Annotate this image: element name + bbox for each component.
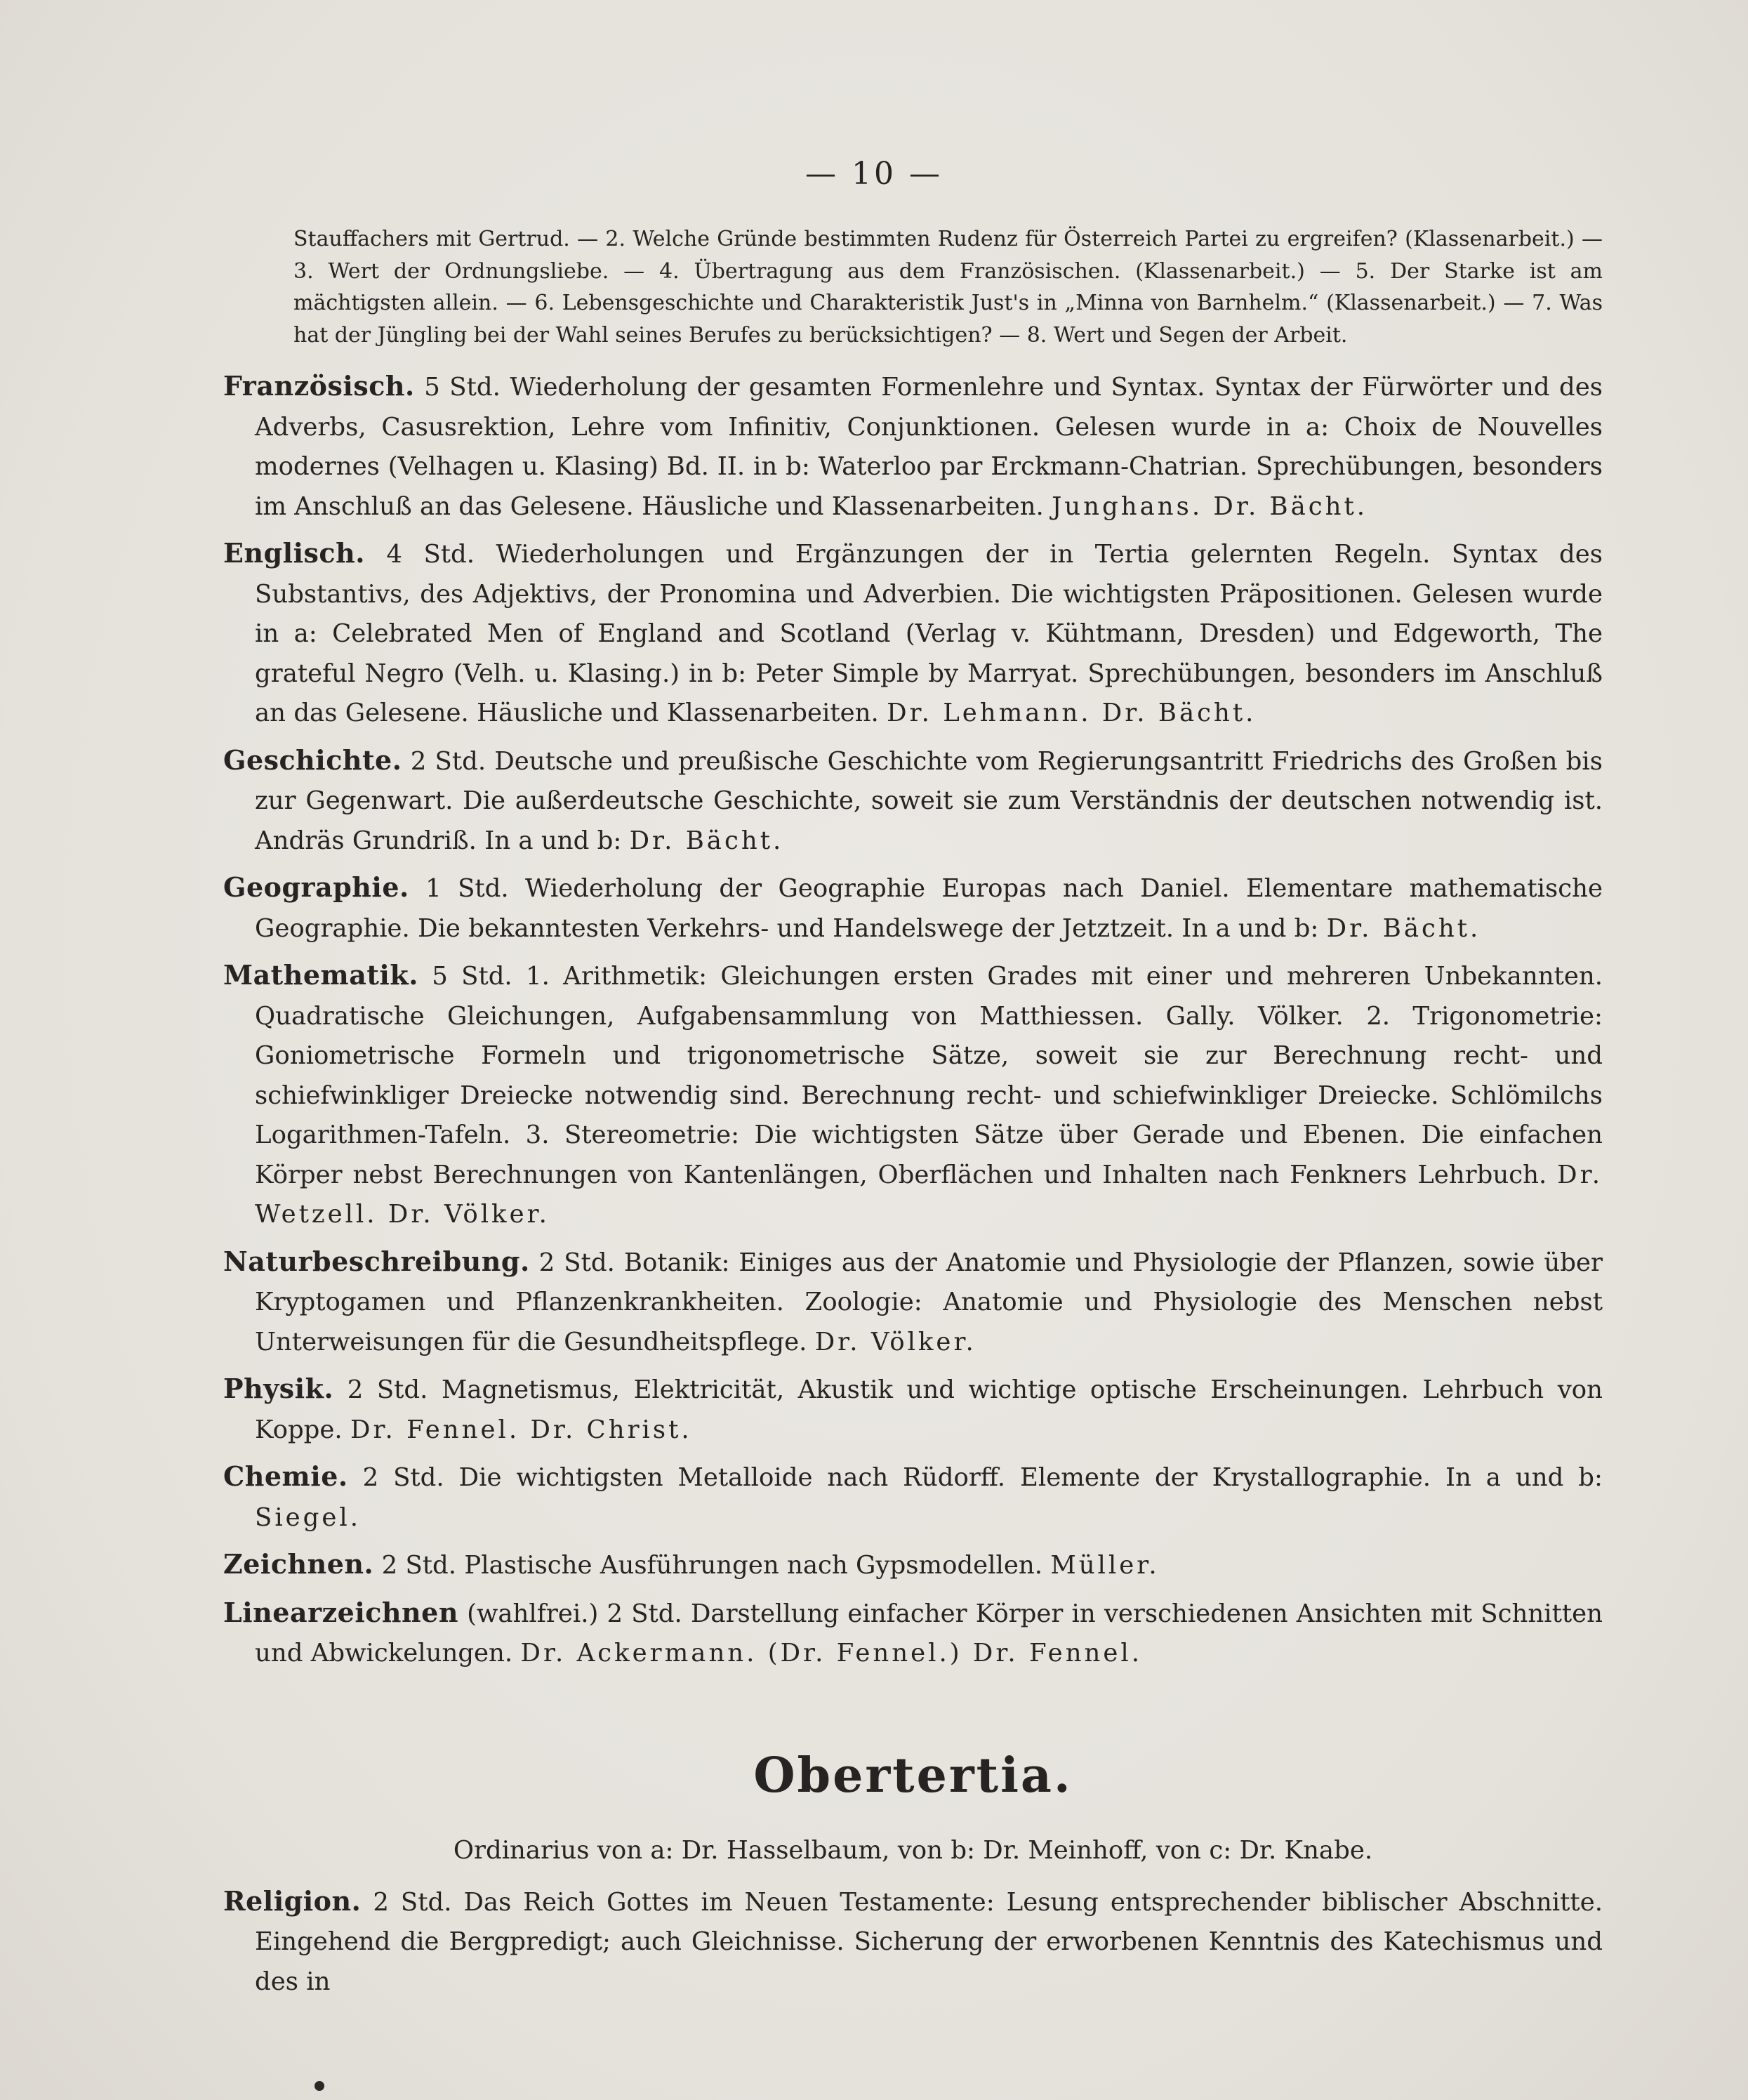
subject-french (223, 366, 1603, 527)
subject-description: 2 Std. Die wichtigsten Metalloide nach Rüdorff. Elemente der Krystallographie. In a und b: (362, 1463, 1603, 1492)
subject-description: (wahlfrei.) 2 Std. Darstellung einfacher Körper in verschiedenen Ansichten mit Schnitten und Abwickelungen. (255, 1599, 1603, 1668)
subject-description: 2 Std. Botanik: Einiges aus der Anatomie und Physiologie der Pflanzen, sowie über Kryptogamen und Pflanzenkrankheiten. Zoologie: Anatomie und Physiologie des Menschen nebst Unterweisungen für die Gesundheitspflege. (255, 1248, 1603, 1356)
ordinarius-line: Ordinarius von a: Dr. Hasselbaum, von b: Dr. Meinhoff, von c: Dr. Knabe. (453, 1835, 1373, 1865)
page-number: — 10 — (805, 156, 943, 192)
subject-teachers: Junghans. Dr. Bächt. (1052, 491, 1368, 521)
subject-description: 4 Std. Wiederholungen und Ergänzungen der in Tertia gelernten Regeln. Syntax des Substantivs, des Adjektivs, der Pronomina und Adverbien. Die wichtigsten Präpositionen. Gelesen wurde in a: Celebrated Men of England and Scotland (Verlag v. Kühtmann, Dresden) und Edgeworth, The grateful Negro (Velh. u. Klasing.) in b: Peter Simple by Marryat. Sprechübungen, besonders im Anschluß an das Gelesene. Häusliche und Klassenarbeiten. (255, 540, 1603, 727)
subject-name: Französisch. (223, 370, 415, 402)
subject-teachers: Dr. Fennel. Dr. Christ. (350, 1415, 692, 1444)
subject-teachers: Siegel. (255, 1503, 362, 1532)
subject-description: 2 Std. Magnetismus, Elektricität, Akustik und wichtige optische Erscheinungen. Lehrbuch von Koppe. (255, 1375, 1603, 1444)
subject-name: Physik. (223, 1373, 334, 1404)
essay-topics-continuation: Stauffachers mit Gertrud. — 2. Welche Gründe bestimmten Rudenz für Österreich Partei zu ergreifen? (Klassenarbeit.) — 3. Wert der Ordnungsliebe. — 4. Übertragung aus dem Französischen. (Klassenarbeit.) — 5. Der Starke ist am mächtigsten allein. — 6. Lebensgeschichte und Charakteristik Just's in „Minna von Barnhelm.“ (Klassenarbeit.) — 7. Was hat der Jüngling bei der Wahl seines Berufes zu berücksichtigen? — 8. Wert und Segen der Arbeit. (293, 227, 1603, 348)
subject-name: Mathematik. (223, 959, 418, 991)
subject-physics (223, 1369, 1603, 1450)
subject-teachers: Dr. Ackermann. (Dr. Fennel.) Dr. Fennel. (520, 1639, 1143, 1668)
subject-teachers: Dr. Wetzell. Dr. Völker. (255, 1160, 1603, 1229)
ink-speck (314, 2081, 324, 2091)
subject-description: 2 Std. Deutsche und preußische Geschichte vom Regierungsantritt Friedrichs des Großen bis zur Gegenwart. Die außerdeutsche Geschichte, soweit sie zum Verständnis der deutschen notwendig ist. Andräs Grundriß. In a und b: (255, 746, 1603, 855)
subject-linear-drawing (223, 1593, 1603, 1674)
subject-geography (223, 868, 1603, 949)
subject-teachers: Dr. Bächt. (629, 826, 784, 855)
subject-natural-history (223, 1242, 1603, 1363)
subject-name: Linearzeichnen (223, 1596, 458, 1628)
subject-description: 5 Std. Wiederholung der gesamten Formenlehre und Syntax. Syntax der Fürwörter und des Adverbs, Casusrektion, Lehre vom Infinitiv, Conjunktionen. Gelesen wurde in a: Choix de Nouvelles modernes (Velhagen u. Klasing) Bd. II. in b: Waterloo par Erckmann-Chatrian. Sprechübungen, besonders im Anschluß an das Gelesene. Häusliche und Klassenarbeiten. (255, 373, 1603, 521)
subject-name: Geschichte. (223, 744, 402, 776)
subject-description: 5 Std. 1. Arithmetik: Gleichungen ersten Grades mit einer und mehreren Unbekannten. Quadratische Gleichungen, Aufgabensammlung von Matthiessen. Gally. Völker. 2. Trigonometrie: Goniometrische Formeln und trigonometrische Sätze, soweit sie zur Berechnung recht- und schiefwinkliger Dreiecke notwendig sind. Berechnung recht- und schiefwinkliger Dreiecke. Schlömilchs Logarithmen-Tafeln. 3. Stereometrie: Die wichtigsten Sätze über Gerade und Ebenen. Die einfachen Körper nebst Berechnungen von Kantenlängen, Oberflächen und Inhalten nach Fenkners Lehrbuch. (255, 962, 1603, 1189)
section-title: Obertertia. (753, 1747, 1073, 1804)
subject-chemistry (223, 1457, 1603, 1538)
subject-description: 2 Std. Plastische Ausführungen nach Gypsmodellen. (381, 1551, 1043, 1580)
subject-description: 2 Std. Das Reich Gottes im Neuen Testamente: Lesung entsprechender biblischer Abschnitte. Eingehend die Bergpredigt; auch Gleichnisse. Sicherung der erworbenen Kenntnis des Katechismus und des in (255, 1887, 1603, 1996)
subject-teachers: Dr. Lehmann. Dr. Bächt. (887, 699, 1257, 727)
subject-name: Religion. (223, 1884, 362, 1917)
subject-description: 1 Std. Wiederholung der Geographie Europas nach Daniel. Elementare mathematische Geographie. Die bekanntesten Verkehrs- und Handelswege der Jetztzeit. In a und b: (255, 874, 1603, 943)
subject-english (223, 534, 1603, 734)
subject-name: Geographie. (223, 871, 409, 903)
subject-religion (223, 1882, 1603, 2002)
subject-name: Naturbeschreibung. (223, 1245, 530, 1277)
subject-teachers: Müller. (1050, 1551, 1160, 1580)
subject-name: Zeichnen. (223, 1548, 374, 1580)
subject-drawing (223, 1545, 1603, 1586)
page-content (223, 223, 1603, 2009)
subject-name: Englisch. (223, 537, 365, 569)
subject-teachers: Dr. Bächt. (1326, 913, 1481, 943)
subject-history (223, 741, 1603, 861)
subject-name: Chemie. (223, 1460, 348, 1492)
subject-mathematics (223, 956, 1603, 1235)
subject-teachers: Dr. Völker. (814, 1327, 976, 1356)
